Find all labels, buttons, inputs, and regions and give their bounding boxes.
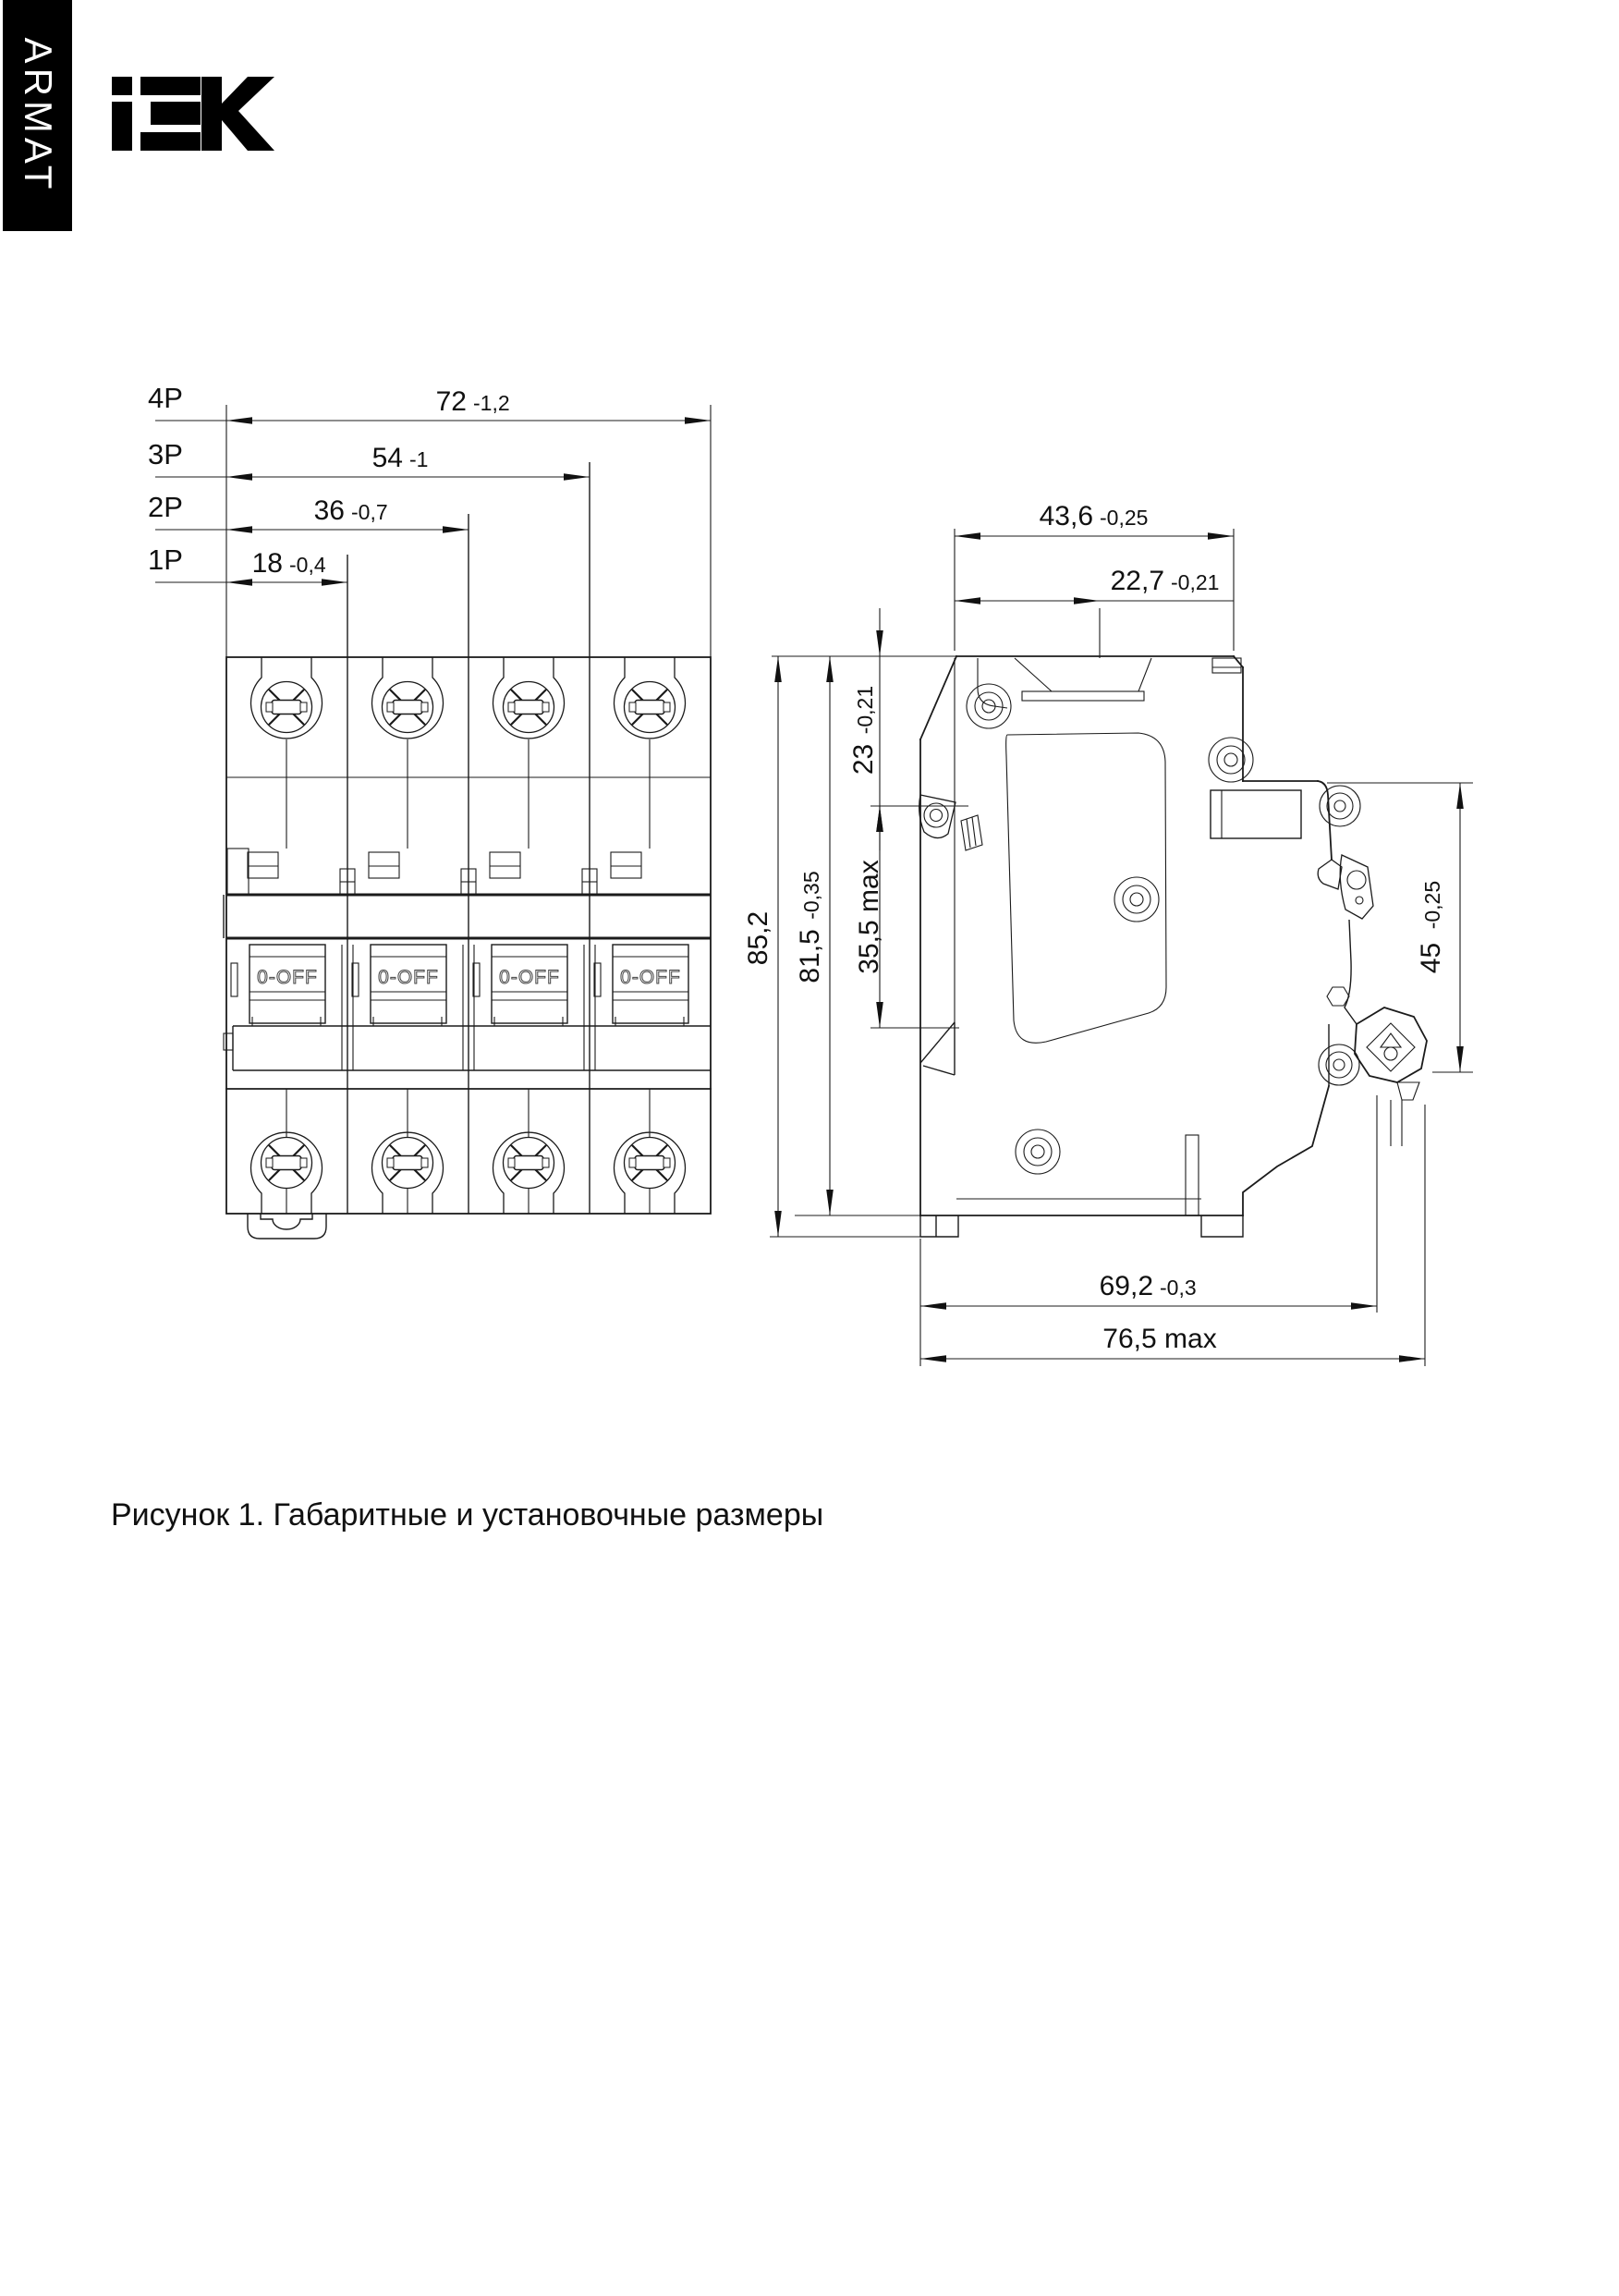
dim-top-to-screw xyxy=(848,608,880,850)
side-view xyxy=(743,501,1473,1366)
rivet xyxy=(1016,1130,1060,1174)
dim-value: 45 xyxy=(1416,942,1446,974)
dim-value: 43,6 xyxy=(1039,501,1093,531)
dim-tolerance: -1,2 xyxy=(473,391,510,415)
dim-top-width xyxy=(955,501,1234,536)
rivet xyxy=(967,684,1011,728)
dim-value: 36 xyxy=(313,495,345,526)
dim-total-height xyxy=(743,656,778,1237)
dim-depth xyxy=(920,1271,1377,1306)
dim-value: 69,2 xyxy=(1099,1271,1153,1301)
dim-value: 76,5 max xyxy=(1102,1324,1217,1354)
dim-din-clip-zone xyxy=(854,806,884,1028)
dim-tolerance: -0,21 xyxy=(853,685,877,735)
dim-rail-notch-height xyxy=(1416,783,1460,1072)
dim-tolerance: -0,7 xyxy=(351,500,388,524)
dim-front-width xyxy=(955,566,1219,601)
dim-value: 35,5 max xyxy=(854,860,884,974)
rivet xyxy=(1319,1044,1359,1085)
dim-body-height xyxy=(795,656,830,1215)
dim-value: 54 xyxy=(371,443,403,473)
dimension-row-2p xyxy=(148,491,469,530)
dim-value: 72 xyxy=(435,386,467,417)
din-rail-profile xyxy=(1211,790,1301,838)
dimension-row-3p xyxy=(148,438,590,477)
dim-max-depth xyxy=(920,1324,1425,1359)
dim-value: 81,5 xyxy=(795,929,825,983)
dim-tolerance: -0,35 xyxy=(799,871,823,920)
svg-text:23 -0,21 xyxy=(848,686,879,775)
dim-value: 18 xyxy=(251,548,283,579)
front-view xyxy=(148,382,711,1239)
side-body xyxy=(919,656,1427,1237)
rivet xyxy=(1320,786,1360,826)
pole-count-label: 4P xyxy=(148,382,183,414)
dim-value: 22,7 xyxy=(1110,566,1164,596)
dim-tolerance: -0,25 xyxy=(1100,506,1149,530)
svg-text:85,2 xyxy=(743,911,773,965)
dim-tolerance: -1 xyxy=(409,447,429,471)
front-body xyxy=(224,657,711,1239)
svg-text:81,5 -0,35 xyxy=(795,871,825,983)
dimension-row-4p xyxy=(148,382,711,421)
hex-hole xyxy=(1327,987,1349,1006)
rivet xyxy=(1209,738,1253,782)
pole-count-label: 3P xyxy=(148,438,183,470)
svg-text:35,5 max xyxy=(854,860,884,973)
dim-value: 85,2 xyxy=(743,910,773,966)
dimension-row-1p xyxy=(148,543,347,582)
rivet xyxy=(1114,877,1159,922)
brand-vertical-label: ARMAT xyxy=(16,37,60,194)
dim-tolerance: -0,4 xyxy=(289,553,326,577)
dim-tolerance: -0,3 xyxy=(1160,1276,1197,1300)
dim-tolerance: -0,21 xyxy=(1171,570,1220,594)
pole-count-label: 2P xyxy=(148,491,183,523)
dim-tolerance: -0,25 xyxy=(1420,880,1444,930)
pole-count-label: 1P xyxy=(148,543,183,576)
svg-text:45 -0,25 xyxy=(1416,881,1446,973)
mounting-foot xyxy=(248,1214,326,1239)
dim-value: 23 xyxy=(848,743,879,776)
figure-caption: Рисунок 1. Габаритные и установочные размеры xyxy=(111,1497,824,1533)
